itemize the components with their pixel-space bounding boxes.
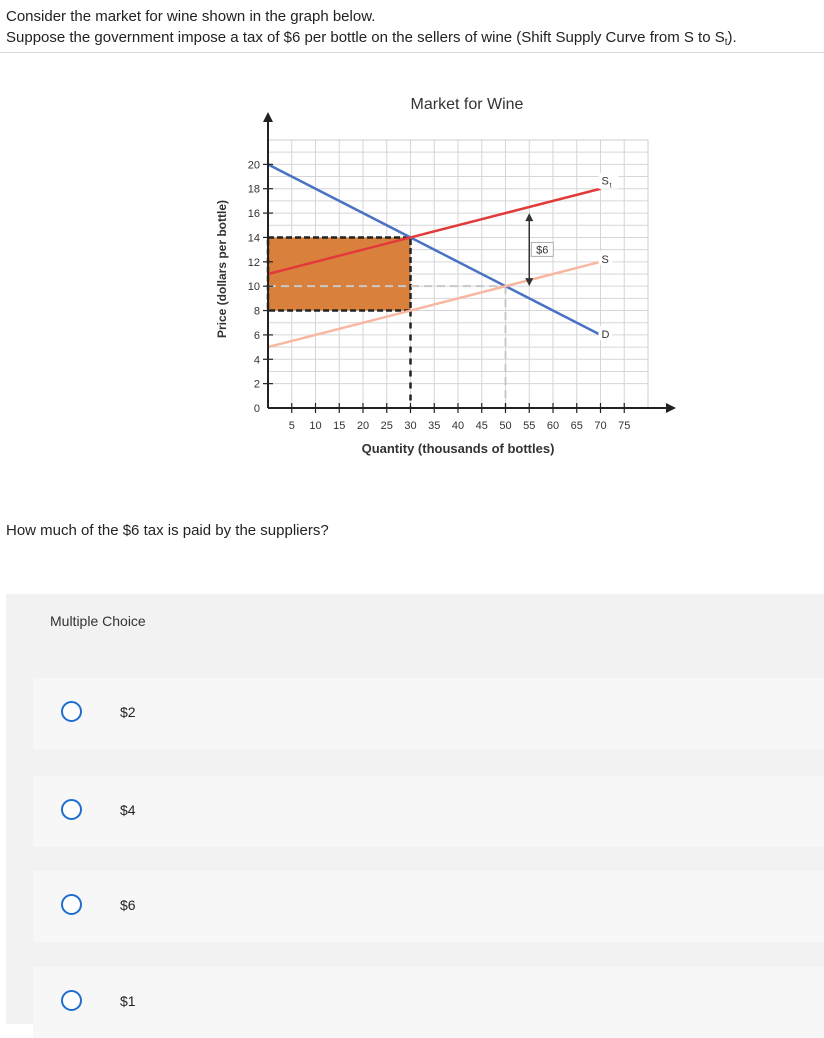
- choice-label: $2: [120, 704, 136, 720]
- radio-button[interactable]: [61, 799, 82, 820]
- y-axis-arrow: [263, 112, 273, 122]
- radio-button[interactable]: [61, 990, 82, 1011]
- y-tick-label: 12: [247, 256, 260, 269]
- y-tick-label: 2: [253, 378, 260, 391]
- multiple-choice-title: Multiple Choice: [50, 613, 146, 629]
- market-chart-svg: [200, 85, 680, 465]
- question-text: [6, 6, 818, 53]
- y-tick-label: 10: [247, 281, 260, 294]
- choice-label: $4: [120, 802, 136, 818]
- tax-label: $6: [536, 244, 549, 257]
- x-tick-label: 20: [356, 420, 370, 432]
- label-supply-taxed-subscript: t: [609, 182, 612, 190]
- x-tick-label: 60: [546, 420, 560, 432]
- tax-arrow-head-down: [525, 278, 533, 286]
- x-tick-label: 70: [594, 420, 607, 432]
- choice-label: $6: [120, 897, 136, 913]
- x-tick-label: 65: [570, 420, 583, 432]
- x-tick-label: 5: [288, 420, 295, 432]
- chart-title: Market for Wine: [410, 96, 524, 113]
- x-tick-label: 15: [333, 420, 346, 432]
- y-tick-label: 14: [247, 232, 260, 245]
- x-tick-label: 50: [499, 420, 512, 432]
- x-tick-label: 45: [475, 420, 488, 432]
- x-tick-label: 25: [380, 420, 393, 432]
- multiple-choice-panel: [6, 594, 824, 1024]
- y-tick-label: 6: [253, 329, 260, 342]
- question-line-1: Consider the market for wine shown in the graph below.: [6, 8, 376, 25]
- x-tick-label: 40: [451, 420, 465, 432]
- y-tick-label: 18: [247, 183, 260, 196]
- y-tick-label: 16: [247, 208, 260, 221]
- tax-revenue-area: [268, 237, 411, 310]
- x-tick-label: 75: [618, 420, 631, 432]
- x-tick-label: 35: [428, 420, 441, 432]
- x-tick-label: 30: [404, 420, 417, 432]
- y-tick-label: 0: [253, 403, 260, 415]
- choice-option-2[interactable]: [33, 776, 824, 847]
- choice-label: $1: [120, 993, 136, 1009]
- y-tick-label: 20: [247, 159, 260, 172]
- choice-option-3[interactable]: [33, 871, 824, 942]
- x-tick-label: 55: [523, 420, 536, 432]
- question-line-2-suffix: ).: [727, 29, 737, 46]
- choice-option-1[interactable]: [33, 678, 824, 749]
- y-tick-label: 4: [253, 354, 260, 367]
- x-axis-arrow: [666, 403, 676, 413]
- choice-option-4[interactable]: [33, 967, 824, 1038]
- question-line-2: [6, 27, 818, 53]
- radio-button[interactable]: [61, 894, 82, 915]
- radio-button[interactable]: [61, 701, 82, 722]
- label-supply-taxed: S: [601, 175, 609, 188]
- label-demand: D: [601, 328, 610, 341]
- y-axis-label: Price (dollars per bottle): [215, 199, 229, 339]
- market-chart: [200, 85, 680, 465]
- x-tick-label: 10: [309, 420, 322, 432]
- question-prompt: How much of the $6 tax is paid by the suppliers?: [6, 522, 329, 539]
- label-supply: S: [601, 253, 609, 266]
- y-tick-label: 8: [253, 305, 260, 318]
- tax-arrow-head-up: [525, 213, 533, 221]
- question-line-2-subscript: t: [724, 37, 728, 48]
- header-divider: [0, 52, 824, 53]
- x-axis-label: Quantity (thousands of bottles): [361, 441, 555, 456]
- question-line-2-prefix: Suppose the government impose a tax of $6 per bottle on the sellers of wine (Shift Supply Curve from S to S: [6, 29, 725, 46]
